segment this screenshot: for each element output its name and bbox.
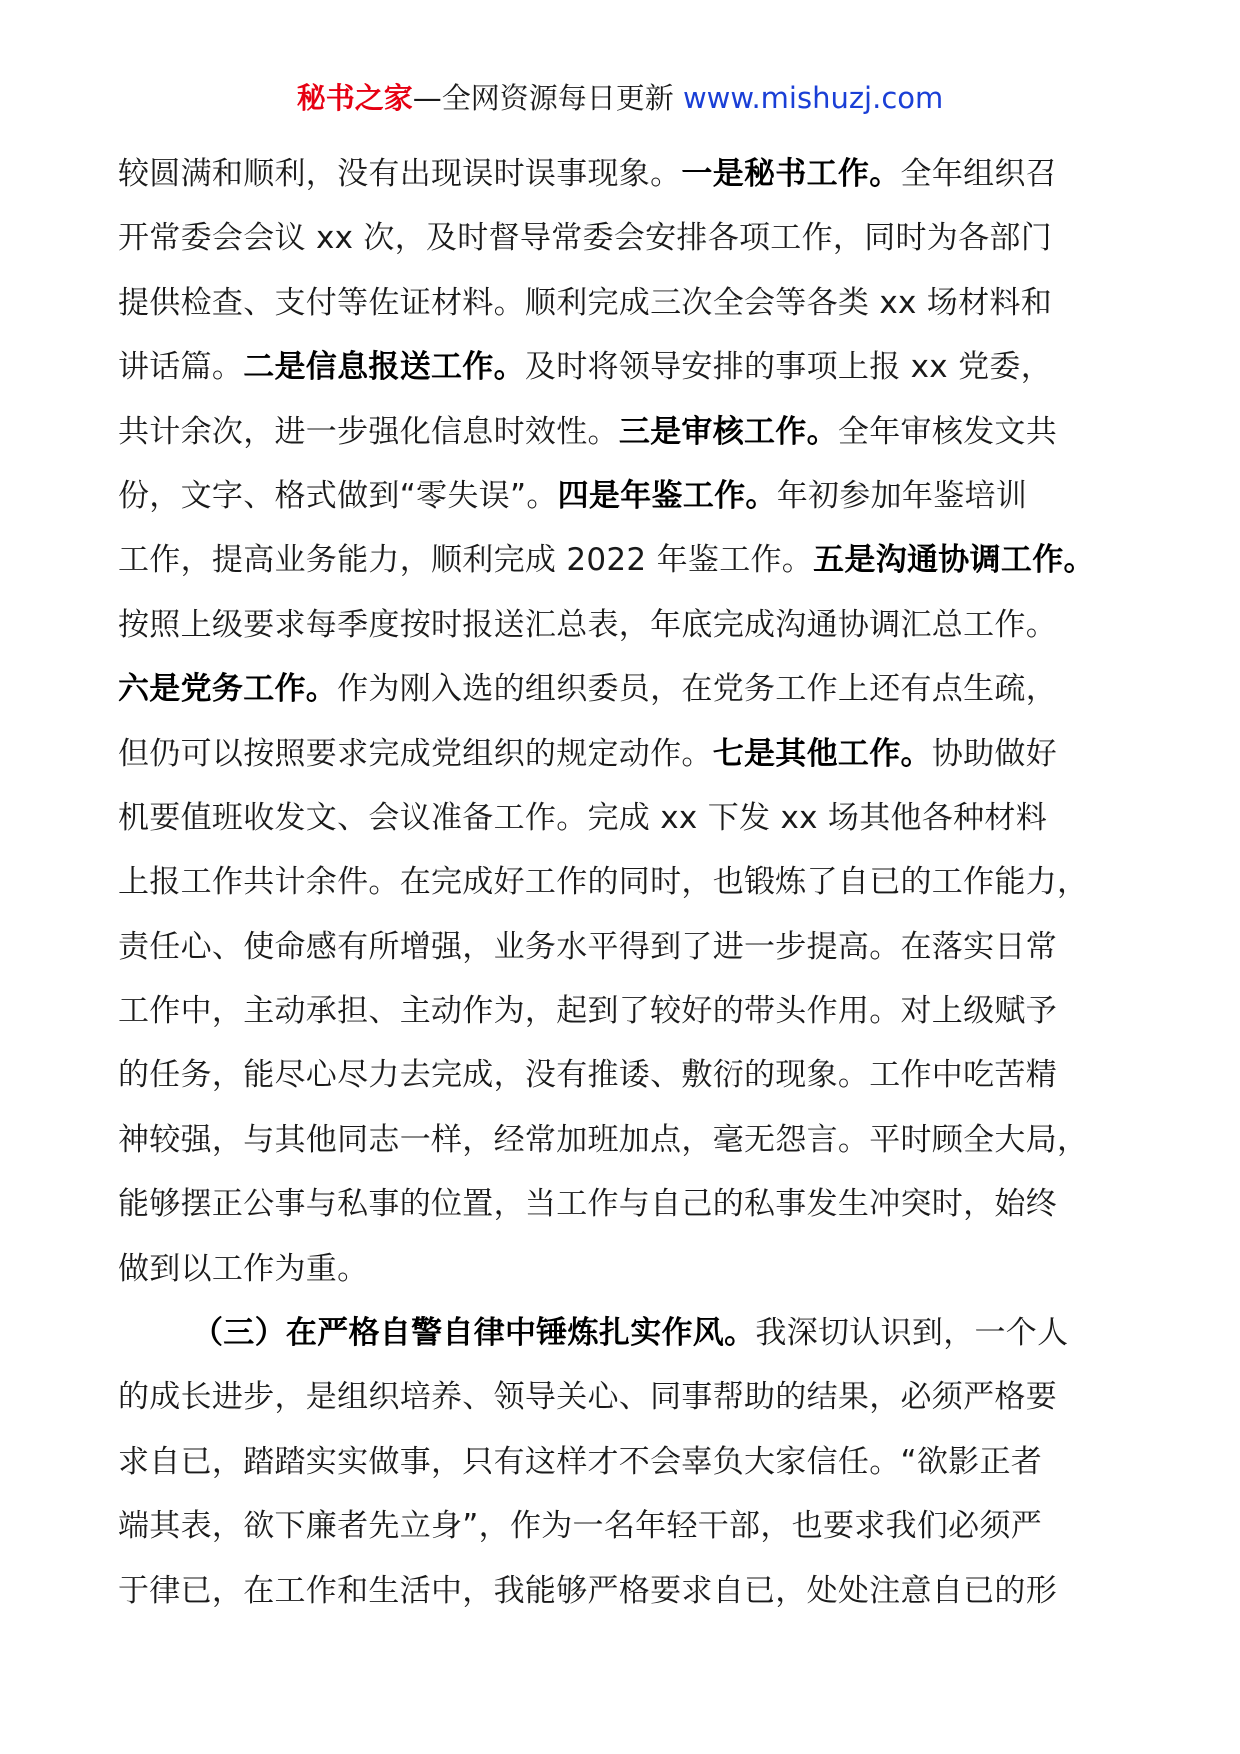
heading-san-review: 三是审核工作。	[618, 413, 838, 450]
document-body	[118, 142, 1128, 1623]
text-line	[118, 142, 1128, 206]
text-line: 机要值班收发文、会议准备工作。完成 xx 下发 xx 场其他各种材料	[118, 799, 1047, 836]
header-tagline: —全网资源每日更新	[412, 81, 683, 115]
text-line	[118, 657, 1128, 721]
brand-name: 秘书之家	[296, 81, 413, 115]
text-run: 但仍可以按照要求完成党组织的规定动作。	[118, 735, 713, 772]
text-line: 能够摆正公事与私事的位置，当工作与自己的私事发生冲突时，始终	[118, 1186, 1057, 1223]
text-line	[118, 464, 1128, 528]
text-line: 的成长进步，是组织培养、领导关心、同事帮助的结果，必须严格要	[118, 1379, 1057, 1416]
text-run: 较圆满和顺利，没有出现误时误事现象。	[118, 156, 682, 192]
heading-wu-coordination: 五是沟通协调工作。	[813, 542, 1095, 579]
text-line	[118, 335, 1128, 399]
text-line: 做到以工作为重。	[118, 1250, 369, 1287]
text-run: 我深切认识到，一个人	[755, 1315, 1069, 1352]
text-run: 协助做好	[931, 735, 1058, 772]
heading-qi-other: 七是其他工作。	[712, 735, 932, 772]
text-line: 上报工作共计余件。在完成好工作的同时，也锻炼了自已的工作能力，	[118, 864, 1089, 901]
text-line	[118, 400, 1128, 464]
heading-er-info: 二是信息报送工作。	[243, 349, 525, 386]
text-run: 全年组织召	[900, 156, 1058, 192]
text-line: 工作中，主动承担、主动作为，起到了较好的带头作用。对上级赋予	[118, 993, 1057, 1030]
text-line: 提供检查、支付等佐证材料。顺利完成三次全会等各类 xx 场材料和	[118, 284, 1052, 321]
text-line: 于律已，在工作和生活中，我能够严格要求自已，处处注意自已的形	[118, 1572, 1057, 1609]
text-run: 份，文字、格式做到“零失误”。	[118, 477, 558, 514]
site-url-link[interactable]: www.mishuzj.com	[682, 81, 944, 115]
text-line: 的任务，能尽心尽力去完成，没有推诿、敷衍的现象。工作中吃苦精	[118, 1057, 1057, 1094]
text-run: 年初参加年鉴培训	[776, 477, 1028, 514]
text-run: 共计余次，进一步强化信息时效性。	[118, 413, 619, 450]
text-run: 工作，提高业务能力，顺利完成 2022 年鉴工作。	[118, 542, 814, 579]
text-line: 求自已，踏踏实实做事，只有这样才不会辜负大家信任。“欲影正者	[118, 1443, 1043, 1480]
text-run: 作为刚入选的组织委员，在党务工作上还有点生疏，	[337, 671, 1058, 708]
text-run: 讲话篇。	[118, 349, 244, 386]
text-line: 端其表，欲下廉者先立身”，作为一名年轻干部，也要求我们必须严	[118, 1508, 1043, 1545]
section-heading-three: （三）在严格自警自律中锤炼扎实作风。	[192, 1315, 756, 1352]
text-line	[118, 722, 1128, 786]
page-header	[0, 78, 1240, 118]
heading-si-yearbook: 四是年鉴工作。	[557, 477, 777, 514]
text-run: 全年审核发文共	[837, 413, 1058, 450]
text-line	[118, 1301, 1128, 1365]
heading-liu-party: 六是党务工作。	[118, 671, 338, 708]
text-line: 开常委会会议 xx 次，及时督导常委会安排各项工作，同时为各部门	[118, 220, 1052, 257]
heading-yi-secretary: 一是秘书工作。	[681, 156, 901, 192]
text-line	[118, 528, 1128, 592]
text-line: 神较强，与其他同志一样，经常加班加点，毫无怨言。平时顾全大局，	[118, 1121, 1089, 1158]
text-run: 及时将领导安排的事项上报 xx 党委，	[524, 349, 1053, 386]
text-line: 责任心、使命感有所增强，业务水平得到了进一步提高。在落实日常	[118, 928, 1057, 965]
text-line: 按照上级要求每季度按时报送汇总表，年底完成沟通协调汇总工作。	[118, 606, 1057, 643]
